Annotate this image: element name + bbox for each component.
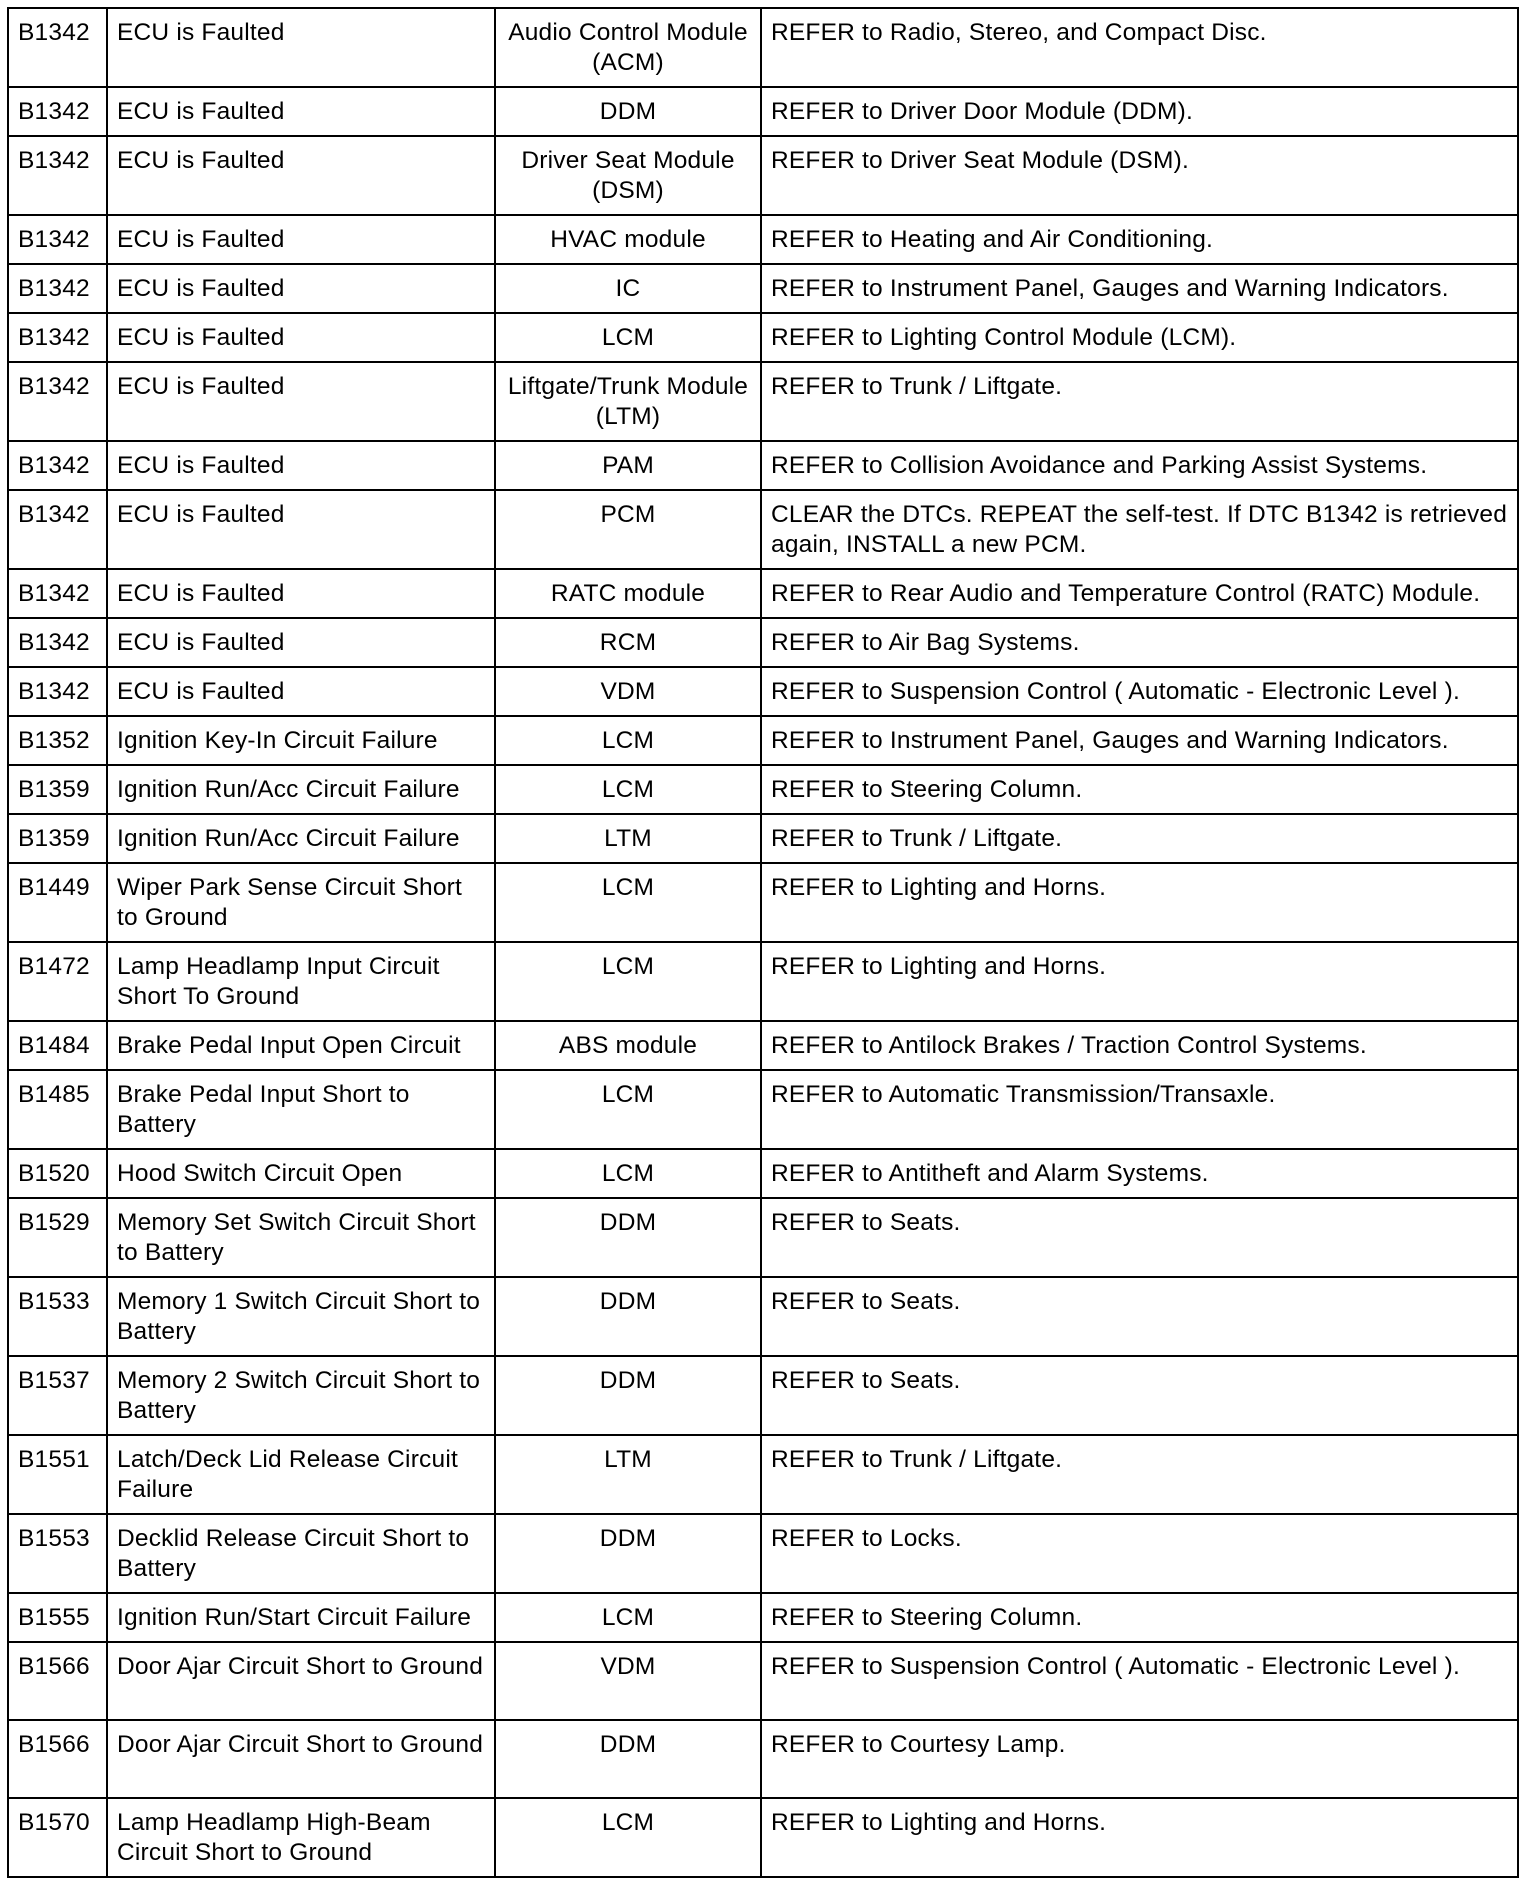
dtc-action: REFER to Heating and Air Conditioning. bbox=[761, 215, 1518, 264]
table-row bbox=[8, 863, 1518, 942]
dtc-module: DDM bbox=[495, 1720, 761, 1798]
dtc-description: ECU is Faulted bbox=[107, 490, 495, 569]
dtc-description: Ignition Run/Acc Circuit Failure bbox=[107, 765, 495, 814]
dtc-code: B1342 bbox=[8, 618, 107, 667]
dtc-action: REFER to Suspension Control ( Automatic - Electronic Level ). bbox=[761, 1642, 1518, 1720]
dtc-description: ECU is Faulted bbox=[107, 618, 495, 667]
dtc-code: B1342 bbox=[8, 136, 107, 215]
dtc-description: Lamp Headlamp Input Circuit Short To Ground bbox=[107, 942, 495, 1021]
dtc-action: REFER to Seats. bbox=[761, 1356, 1518, 1435]
dtc-module: LCM bbox=[495, 765, 761, 814]
dtc-code: B1533 bbox=[8, 1277, 107, 1356]
dtc-module: LCM bbox=[495, 942, 761, 1021]
dtc-code: B1359 bbox=[8, 765, 107, 814]
table-row bbox=[8, 1798, 1518, 1877]
dtc-description: ECU is Faulted bbox=[107, 362, 495, 441]
dtc-code: B1342 bbox=[8, 215, 107, 264]
dtc-action: REFER to Trunk / Liftgate. bbox=[761, 362, 1518, 441]
dtc-action: REFER to Steering Column. bbox=[761, 765, 1518, 814]
dtc-code: B1566 bbox=[8, 1642, 107, 1720]
table-row bbox=[8, 1435, 1518, 1514]
dtc-module: RATC module bbox=[495, 569, 761, 618]
table-row bbox=[8, 313, 1518, 362]
dtc-code: B1553 bbox=[8, 1514, 107, 1593]
dtc-code: B1342 bbox=[8, 264, 107, 313]
table-row bbox=[8, 765, 1518, 814]
dtc-module: DDM bbox=[495, 1356, 761, 1435]
table-row bbox=[8, 716, 1518, 765]
dtc-description: Memory 1 Switch Circuit Short to Battery bbox=[107, 1277, 495, 1356]
table-row bbox=[8, 215, 1518, 264]
dtc-description: Hood Switch Circuit Open bbox=[107, 1149, 495, 1198]
dtc-code: B1472 bbox=[8, 942, 107, 1021]
dtc-code: B1352 bbox=[8, 716, 107, 765]
dtc-module: DDM bbox=[495, 1514, 761, 1593]
table-row bbox=[8, 1198, 1518, 1277]
dtc-code: B1342 bbox=[8, 313, 107, 362]
dtc-action: REFER to Air Bag Systems. bbox=[761, 618, 1518, 667]
table-row bbox=[8, 490, 1518, 569]
dtc-description: Brake Pedal Input Short to Battery bbox=[107, 1070, 495, 1149]
dtc-code: B1484 bbox=[8, 1021, 107, 1070]
dtc-module: DDM bbox=[495, 87, 761, 136]
dtc-code: B1359 bbox=[8, 814, 107, 863]
dtc-description: Memory 2 Switch Circuit Short to Battery bbox=[107, 1356, 495, 1435]
dtc-action: REFER to Rear Audio and Temperature Control (RATC) Module. bbox=[761, 569, 1518, 618]
table-row bbox=[8, 1593, 1518, 1642]
dtc-code: B1529 bbox=[8, 1198, 107, 1277]
dtc-module: VDM bbox=[495, 1642, 761, 1720]
dtc-code: B1537 bbox=[8, 1356, 107, 1435]
dtc-action: REFER to Antitheft and Alarm Systems. bbox=[761, 1149, 1518, 1198]
dtc-code: B1570 bbox=[8, 1798, 107, 1877]
table-row bbox=[8, 667, 1518, 716]
table-row bbox=[8, 136, 1518, 215]
dtc-module: ABS module bbox=[495, 1021, 761, 1070]
dtc-action: REFER to Lighting and Horns. bbox=[761, 942, 1518, 1021]
table-row bbox=[8, 362, 1518, 441]
table-row bbox=[8, 942, 1518, 1021]
dtc-description: ECU is Faulted bbox=[107, 8, 495, 87]
dtc-description: Ignition Run/Start Circuit Failure bbox=[107, 1593, 495, 1642]
dtc-module: LTM bbox=[495, 814, 761, 863]
table-row bbox=[8, 1720, 1518, 1798]
dtc-action: REFER to Seats. bbox=[761, 1277, 1518, 1356]
dtc-action: REFER to Collision Avoidance and Parking Assist Systems. bbox=[761, 441, 1518, 490]
dtc-action: REFER to Lighting and Horns. bbox=[761, 863, 1518, 942]
dtc-description: Ignition Key-In Circuit Failure bbox=[107, 716, 495, 765]
dtc-code: B1342 bbox=[8, 569, 107, 618]
dtc-action: REFER to Trunk / Liftgate. bbox=[761, 814, 1518, 863]
dtc-action: REFER to Trunk / Liftgate. bbox=[761, 1435, 1518, 1514]
dtc-code: B1342 bbox=[8, 490, 107, 569]
dtc-description: Brake Pedal Input Open Circuit bbox=[107, 1021, 495, 1070]
dtc-module: LCM bbox=[495, 716, 761, 765]
table-row bbox=[8, 814, 1518, 863]
dtc-code: B1342 bbox=[8, 8, 107, 87]
dtc-description: ECU is Faulted bbox=[107, 667, 495, 716]
dtc-action: REFER to Instrument Panel, Gauges and Warning Indicators. bbox=[761, 716, 1518, 765]
dtc-module: IC bbox=[495, 264, 761, 313]
dtc-module: LCM bbox=[495, 1149, 761, 1198]
dtc-code: B1551 bbox=[8, 1435, 107, 1514]
dtc-action: REFER to Automatic Transmission/Transaxle. bbox=[761, 1070, 1518, 1149]
dtc-description: ECU is Faulted bbox=[107, 87, 495, 136]
dtc-module: DDM bbox=[495, 1277, 761, 1356]
dtc-description: Ignition Run/Acc Circuit Failure bbox=[107, 814, 495, 863]
table-row bbox=[8, 8, 1518, 87]
dtc-module: HVAC module bbox=[495, 215, 761, 264]
dtc-module: LCM bbox=[495, 863, 761, 942]
dtc-action: REFER to Driver Door Module (DDM). bbox=[761, 87, 1518, 136]
dtc-description: Lamp Headlamp High-Beam Circuit Short to Ground bbox=[107, 1798, 495, 1877]
dtc-description: ECU is Faulted bbox=[107, 313, 495, 362]
dtc-description: ECU is Faulted bbox=[107, 569, 495, 618]
dtc-description: ECU is Faulted bbox=[107, 441, 495, 490]
dtc-action: REFER to Driver Seat Module (DSM). bbox=[761, 136, 1518, 215]
dtc-module: LCM bbox=[495, 313, 761, 362]
dtc-action: REFER to Lighting Control Module (LCM). bbox=[761, 313, 1518, 362]
dtc-module: Liftgate/Trunk Module (LTM) bbox=[495, 362, 761, 441]
dtc-module: PAM bbox=[495, 441, 761, 490]
table-row bbox=[8, 441, 1518, 490]
dtc-module: LTM bbox=[495, 1435, 761, 1514]
table-row bbox=[8, 1021, 1518, 1070]
dtc-code: B1520 bbox=[8, 1149, 107, 1198]
dtc-description: Latch/Deck Lid Release Circuit Failure bbox=[107, 1435, 495, 1514]
dtc-description: Decklid Release Circuit Short to Battery bbox=[107, 1514, 495, 1593]
dtc-code: B1555 bbox=[8, 1593, 107, 1642]
table-row bbox=[8, 264, 1518, 313]
dtc-action: REFER to Radio, Stereo, and Compact Disc. bbox=[761, 8, 1518, 87]
dtc-module: VDM bbox=[495, 667, 761, 716]
dtc-module: RCM bbox=[495, 618, 761, 667]
dtc-action: REFER to Lighting and Horns. bbox=[761, 1798, 1518, 1877]
table-row bbox=[8, 1356, 1518, 1435]
table-row bbox=[8, 1514, 1518, 1593]
dtc-action: REFER to Seats. bbox=[761, 1198, 1518, 1277]
dtc-module: LCM bbox=[495, 1593, 761, 1642]
dtc-table bbox=[7, 7, 1519, 1878]
table-row bbox=[8, 1642, 1518, 1720]
dtc-description: ECU is Faulted bbox=[107, 215, 495, 264]
dtc-action: CLEAR the DTCs. REPEAT the self-test. If DTC B1342 is retrieved again, INSTALL a new PCM. bbox=[761, 490, 1518, 569]
dtc-description: Wiper Park Sense Circuit Short to Ground bbox=[107, 863, 495, 942]
dtc-description: ECU is Faulted bbox=[107, 264, 495, 313]
dtc-code: B1342 bbox=[8, 362, 107, 441]
dtc-description: Door Ajar Circuit Short to Ground bbox=[107, 1642, 495, 1720]
dtc-code: B1342 bbox=[8, 87, 107, 136]
dtc-action: REFER to Locks. bbox=[761, 1514, 1518, 1593]
dtc-code: B1342 bbox=[8, 441, 107, 490]
table-row bbox=[8, 1070, 1518, 1149]
dtc-code: B1342 bbox=[8, 667, 107, 716]
dtc-module: Audio Control Module (ACM) bbox=[495, 8, 761, 87]
dtc-description: Memory Set Switch Circuit Short to Battery bbox=[107, 1198, 495, 1277]
dtc-code: B1566 bbox=[8, 1720, 107, 1798]
dtc-action: REFER to Instrument Panel, Gauges and Warning Indicators. bbox=[761, 264, 1518, 313]
dtc-table-body bbox=[8, 8, 1518, 1877]
dtc-module: LCM bbox=[495, 1070, 761, 1149]
dtc-description: Door Ajar Circuit Short to Ground bbox=[107, 1720, 495, 1798]
dtc-module: PCM bbox=[495, 490, 761, 569]
table-row bbox=[8, 569, 1518, 618]
dtc-module: LCM bbox=[495, 1798, 761, 1877]
dtc-code: B1485 bbox=[8, 1070, 107, 1149]
dtc-action: REFER to Courtesy Lamp. bbox=[761, 1720, 1518, 1798]
table-row bbox=[8, 618, 1518, 667]
dtc-code: B1449 bbox=[8, 863, 107, 942]
table-row bbox=[8, 87, 1518, 136]
dtc-action: REFER to Antilock Brakes / Traction Control Systems. bbox=[761, 1021, 1518, 1070]
dtc-module: DDM bbox=[495, 1198, 761, 1277]
dtc-action: REFER to Steering Column. bbox=[761, 1593, 1518, 1642]
dtc-action: REFER to Suspension Control ( Automatic - Electronic Level ). bbox=[761, 667, 1518, 716]
dtc-module: Driver Seat Module (DSM) bbox=[495, 136, 761, 215]
table-row bbox=[8, 1277, 1518, 1356]
dtc-description: ECU is Faulted bbox=[107, 136, 495, 215]
table-row bbox=[8, 1149, 1518, 1198]
